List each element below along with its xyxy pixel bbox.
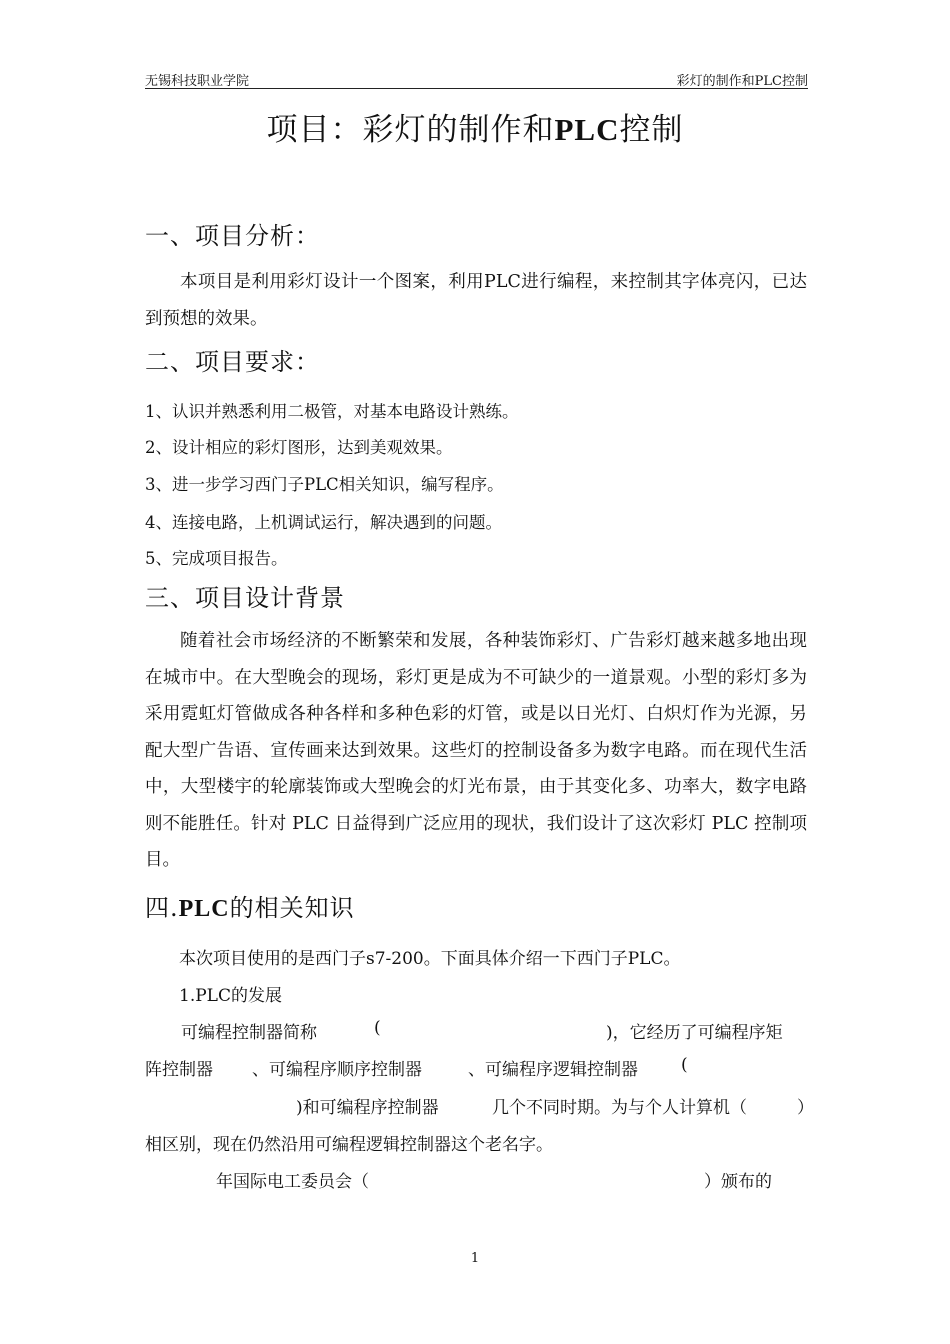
section-1-body: 本项目是利用彩灯设计一个图案，利用PLC进行编程，来控制其字体亮闪，已达到预想的效果。 xyxy=(145,272,807,329)
page-number: 1 xyxy=(470,1251,480,1266)
text-fragment: )和可编程序控制器 xyxy=(296,1098,439,1118)
requirement-item: 4、连接电路，上机调试运行，解决遇到的问题。 xyxy=(145,513,502,532)
title-suffix: 控制 xyxy=(619,112,684,148)
section-4-intro: 本次项目使用的是西门子s7-200。下面具体介绍一下西门子PLC。 xyxy=(179,949,681,969)
text-fragment: 阵控制器 xyxy=(145,1060,213,1080)
section-3-body: 随着社会市场经济的不断繁荣和发展，各种装饰彩灯、广告彩灯越来越多地出现在城市中。在大型晚会的现场，彩灯更是成为不可缺少的一道景观。小型的彩灯多为采用霓虹灯管做成各种各样和多种色彩的灯管，或是以日光灯、白炽灯作为光源，另配大型广告语、宣传画来达到效果。这些灯的控制设备多为数字电路。而在现代生活中，大型楼宇的轮廓装饰或大型晚会的灯光布景，由于其变化多、功率大，数字电路则不能胜任。针对 PLC 日益得到广泛应用的现状，我们设计了这次彩灯 PLC 控制项目。 xyxy=(145,631,807,870)
text-fragment: ）颁布的 xyxy=(704,1172,772,1192)
header-doc-title: 彩灯的制作和PLC控制 xyxy=(676,74,808,89)
section-4-heading xyxy=(145,888,355,923)
s4-heading-bold: PLC xyxy=(178,896,230,922)
section-1-heading: 一、项目分析： xyxy=(145,222,320,250)
text-fragment: 几个不同时期。为与个人计算机（ xyxy=(492,1098,747,1118)
text-fragment: 年国际电工委员会（ xyxy=(216,1172,369,1192)
text-fragment: 、可编程序顺序控制器 xyxy=(252,1060,422,1080)
title-bold: PLC xyxy=(554,112,620,147)
text-fragment: 可编程控制器简称 xyxy=(181,1023,317,1043)
text-fragment: )，它经历了可编程序矩 xyxy=(606,1023,783,1043)
text-fragment: 相区别，现在仍然沿用可编程逻辑控制器这个老名字。 xyxy=(145,1135,553,1155)
section-2-heading: 二、项目要求： xyxy=(145,348,320,376)
section-3-heading: 三、项目设计背景 xyxy=(145,584,345,612)
text-fragment: 、可编程序逻辑控制器 xyxy=(468,1060,638,1080)
requirement-item: 1、认识并熟悉利用二极管，对基本电路设计熟练。 xyxy=(145,402,519,421)
page-header xyxy=(145,70,808,89)
document-title xyxy=(0,104,950,149)
text-fragment: ( xyxy=(374,1018,381,1038)
s4-heading-suffix: 的相关知识 xyxy=(229,894,355,922)
requirement-item: 5、完成项目报告。 xyxy=(145,549,288,568)
text-fragment: ( xyxy=(681,1055,688,1075)
requirement-item: 2、设计相应的彩灯图形，达到美观效果。 xyxy=(145,438,453,457)
text-fragment: ） xyxy=(797,1098,814,1118)
title-prefix: 项目：彩灯的制作和 xyxy=(266,112,555,148)
subsection-title: 1.PLC的发展 xyxy=(179,986,282,1006)
header-school: 无锡科技职业学院 xyxy=(145,74,250,89)
s4-heading-prefix: 四. xyxy=(145,894,179,922)
requirement-item: 3、进一步学习西门子PLC相关知识，编写程序。 xyxy=(145,475,504,494)
